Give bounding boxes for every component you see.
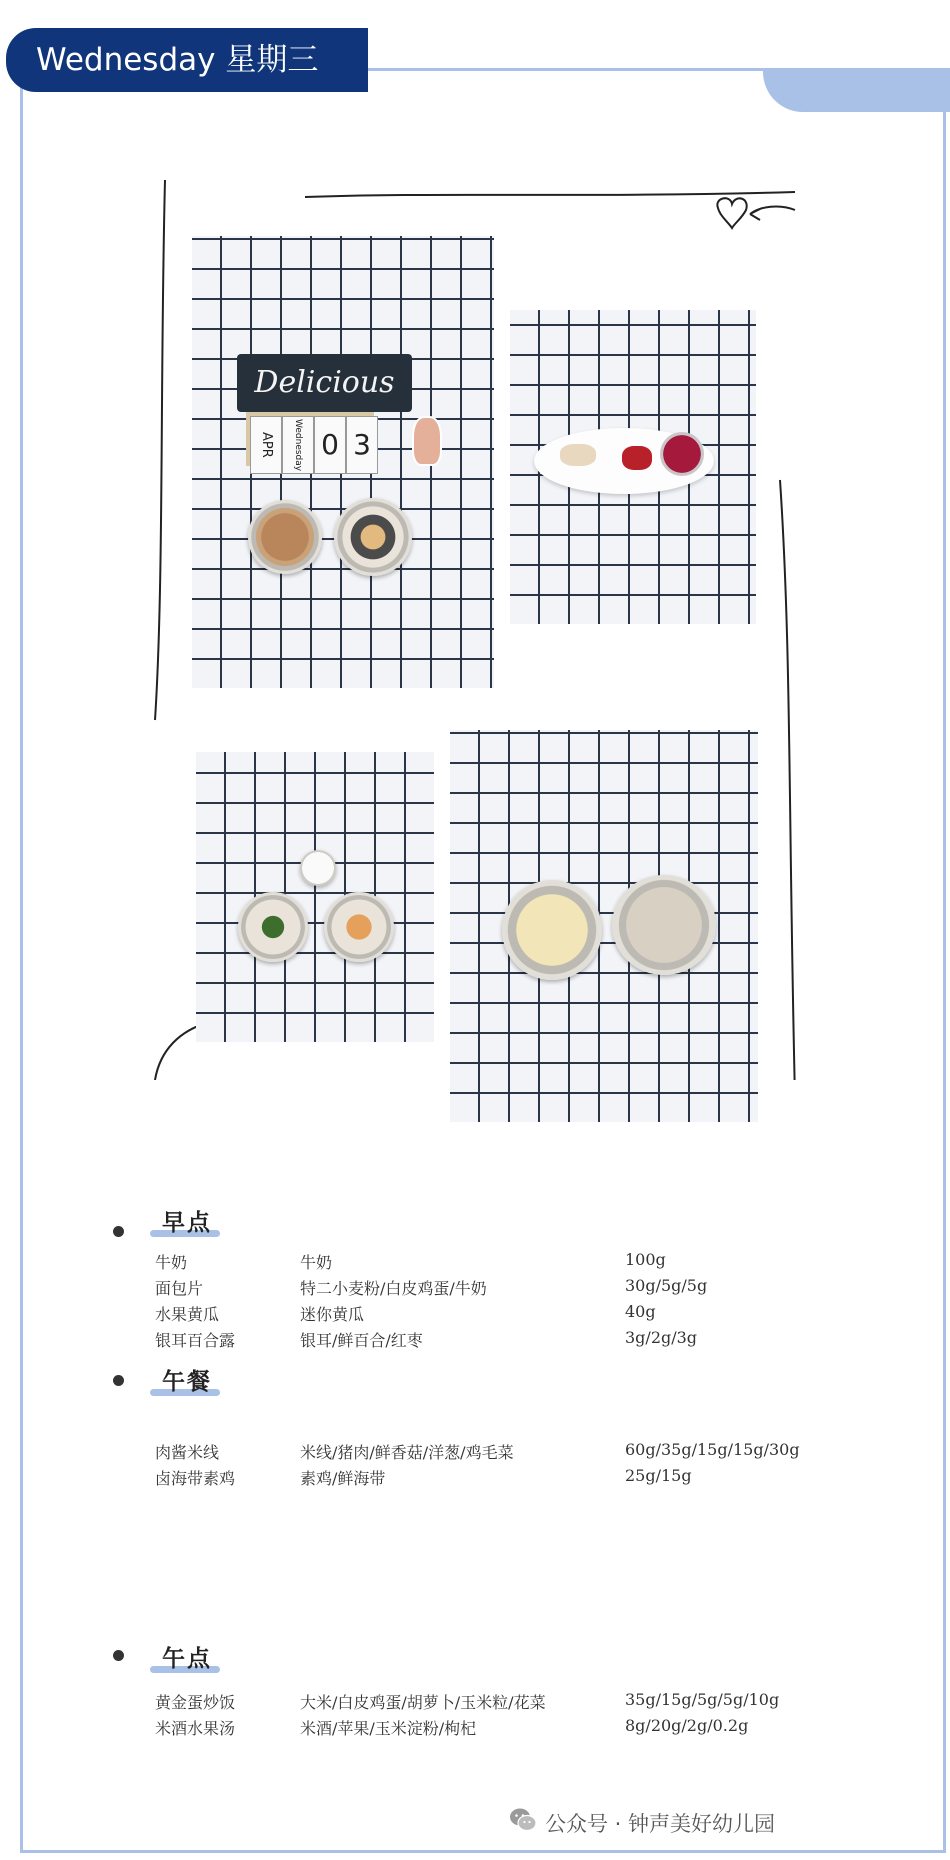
- section-bullet: [113, 1375, 124, 1386]
- section-title-breakfast: 早点: [162, 1204, 212, 1237]
- section-bullet: [113, 1226, 124, 1237]
- menu-row: 银耳百合露 银耳/鲜百合/红枣 3g/2g/3g: [155, 1328, 698, 1350]
- calendar-day-tens: 0: [314, 416, 346, 474]
- menu-row: 黄金蛋炒饭 大米/白皮鸡蛋/胡萝卜/玉米粒/花菜 35g/15g/5g/5g/10g: [155, 1690, 780, 1712]
- fried-rice-photo: [450, 730, 758, 1122]
- breakfast-photo: [192, 236, 494, 688]
- noodle-bowl: [248, 500, 322, 574]
- section-bullet: [113, 1650, 124, 1661]
- fruit-photo: [510, 310, 756, 624]
- section-title-afternoon: 午点: [162, 1640, 212, 1673]
- milk-cup: [300, 850, 336, 886]
- soup-bowl: [612, 875, 716, 975]
- bread-slice-plate: [324, 892, 394, 962]
- footer-credit: [545, 1808, 775, 1838]
- delicious-sign: Delicious: [237, 354, 412, 412]
- corner-decoration: [763, 68, 950, 112]
- snack-photo: [196, 752, 434, 1042]
- menu-row: 卤海带素鸡 素鸡/鲜海带 25g/15g: [155, 1466, 692, 1488]
- day-title: Wednesday 星期三: [6, 28, 368, 92]
- menu-row: 牛奶 牛奶 100g: [155, 1250, 666, 1272]
- menu-row: 面包片 特二小麦粉/白皮鸡蛋/牛奶 30g/5g/5g: [155, 1276, 708, 1298]
- bread-plate: [334, 498, 412, 576]
- calendar-day-ones: 3: [346, 416, 378, 474]
- calendar-weekday: Wednesday: [282, 416, 314, 474]
- red-drink-cup: [660, 432, 704, 476]
- menu-row: 米酒水果汤 米酒/苹果/玉米淀粉/枸杞 8g/20g/2g/0.2g: [155, 1716, 749, 1738]
- section-title-lunch: 午餐: [162, 1363, 212, 1396]
- wechat-icon: [509, 1807, 537, 1833]
- menu-row: 水果黄瓜 迷你黄瓜 40g: [155, 1302, 656, 1324]
- bread-slices: [560, 444, 596, 466]
- red-dates: [622, 446, 652, 470]
- calendar-month: APR: [250, 416, 282, 474]
- chef-figurine: [412, 416, 442, 466]
- fried-rice-bowl: [502, 880, 602, 980]
- cucumber-plate: [238, 892, 308, 962]
- menu-row: 肉酱米线 米线/猪肉/鲜香菇/洋葱/鸡毛菜 60g/35g/15g/15g/30g: [155, 1440, 800, 1462]
- footer-text: 公众号 · 钟声美好幼儿园: [544, 1812, 775, 1836]
